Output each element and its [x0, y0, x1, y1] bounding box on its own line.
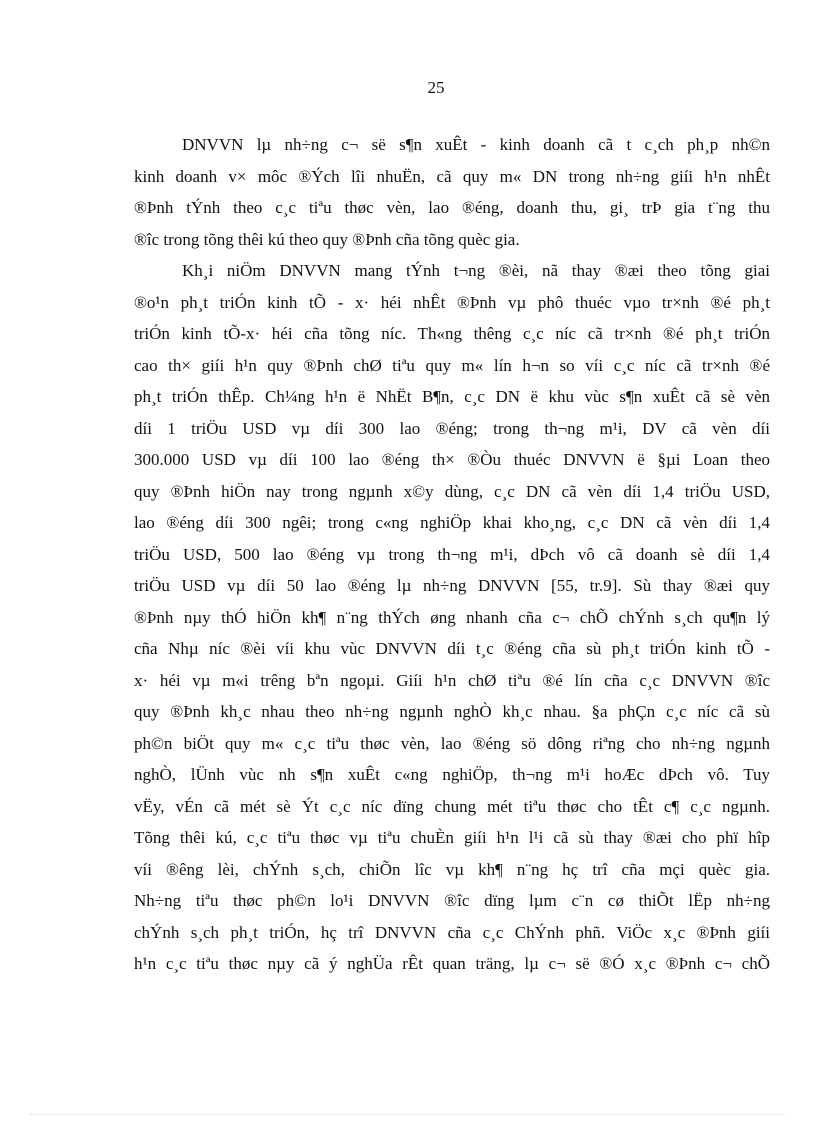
text-line: ®Þnh tÝnh theo c¸c tiªu thøc vèn, lao ®éng, doanh thu, gi¸ trÞ gia t¨ng thu: [134, 198, 770, 217]
text-line: chÝnh s¸ch ph¸t triÓn, hç trî DNVVN cña c¸c ChÝnh phñ. ViÖc x¸c ®Þnh giíi: [134, 922, 770, 942]
text-line: Kh¸i niÖm DNVVN mang tÝnh t¬ng ®èi, nã thay ®æi theo tõng giai: [182, 261, 770, 280]
text-line: Nh÷ng tiªu thøc ph©n lo¹i DNVVN ®îc dïng lµm c¨n cø thiÕt lËp nh÷ng: [134, 891, 770, 910]
text-line: ph¸t triÓn thÊp. Ch¼ng h¹n ë NhËt B¶n, c¸c DN ë khu vùc s¶n xuÊt cã sè vèn: [134, 387, 770, 406]
text-line: triÖu USD, 500 lao ®éng vµ trong th¬ng m¹i, dÞch vô cã doanh sè díi 1,4: [134, 544, 770, 564]
text-line: cao th× giíi h¹n quy ®Þnh chØ tiªu quy m« lín h¬n so víi c¸c níc cã tr×nh ®é: [134, 355, 770, 375]
text-line: ®îc trong tõng thêi kú theo quy ®Þnh cña tõng quèc gia.: [134, 229, 520, 249]
text-line: nghÒ, lÜnh vùc nh s¶n xuÊt c«ng nghiÖp, th¬ng m¹i hoÆc dÞch vô. Tuy: [134, 765, 770, 784]
text-line: x· héi vµ m«i trêng bªn ngoµi. Giíi h¹n chØ tiªu ®é lín cña c¸c DNVVN ®îc: [134, 670, 770, 690]
text-line: víi ®êng lèi, chÝnh s¸ch, chiÕn lîc vµ kh¶ n¨ng hç trî cña mçi quèc gia.: [134, 859, 770, 879]
text-line: ®o¹n ph¸t triÓn kinh tÕ - x· héi nhÊt ®Þnh vµ phô thuéc vµo tr×nh ®é ph¸t: [134, 292, 770, 312]
text-line: ®Þnh nµy thÓ hiÖn kh¶ n¨ng thÝch øng nhanh cña c¬ chÕ chÝnh s¸ch qu¶n lý: [134, 607, 770, 627]
text-line: quy ®Þnh kh¸c nhau theo nh÷ng ngµnh nghÒ kh¸c nhau. §a phÇn c¸c níc cã sù: [134, 702, 770, 721]
text-line: díi 1 triÖu USD vµ díi 300 lao ®éng; trong th¬ng m¹i, DV cã vèn díi: [134, 418, 770, 438]
page-number: 25: [427, 78, 445, 97]
text-line: quy ®Þnh hiÖn nay trong ngµnh x©y dùng, c¸c DN cã vèn díi 1,4 triÖu USD,: [134, 481, 770, 501]
text-line: 300.000 USD vµ díi 100 lao ®éng th× ®Òu thuéc DNVVN ë §µi Loan theo: [134, 450, 770, 469]
text-line: h¹n c¸c tiªu thøc nµy cã ý nghÜa rÊt quan träng, lµ c¬ së ®Ó x¸c ®Þnh c¬ chÕ: [134, 954, 770, 973]
text-line: Tõng thêi kú, c¸c tiªu thøc vµ tiªu chuÈn giíi h¹n l¹i cã sù thay ®æi cho phï hîp: [134, 828, 770, 847]
text-line: ph©n biÖt quy m« c¸c tiªu thøc vèn, lao ®éng sö dông riªng cho nh÷ng ngµnh: [134, 733, 770, 753]
text-line: cña Nhµ níc ®èi víi khu vùc DNVVN díi t¸c ®éng cña sù ph¸t triÓn kinh tÕ -: [134, 639, 770, 658]
text-line: triÓn kinh tÕ-x· héi cña tõng níc. Th«ng thêng c¸c níc cã tr×nh ®é ph¸t triÓn: [134, 324, 770, 343]
body-text: [134, 129, 770, 980]
text-line: vËy, vÉn cã mét sè Ýt c¸c níc dïng chung mét tiªu thøc cho tÊt c¶ c¸c ngµnh.: [134, 796, 770, 816]
text-line: DNVVN lµ nh÷ng c¬ së s¶n xuÊt - kinh doanh cã t c¸ch ph¸p nh©n: [182, 135, 770, 154]
text-line: kinh doanh v× môc ®Ých lîi nhuËn, cã quy m« DN trong nh÷ng giíi h¹n nhÊt: [134, 166, 770, 186]
text-line: triÖu USD vµ díi 50 lao ®éng lµ nh÷ng DNVVN [55, tr.9]. Sù thay ®æi quy: [134, 576, 770, 595]
text-line: lao ®éng díi 300 ngêi; trong c«ng nghiÖp khai kho¸ng, c¸c DN cã vèn díi 1,4: [134, 513, 770, 532]
page-bottom-divider: [30, 1114, 786, 1115]
